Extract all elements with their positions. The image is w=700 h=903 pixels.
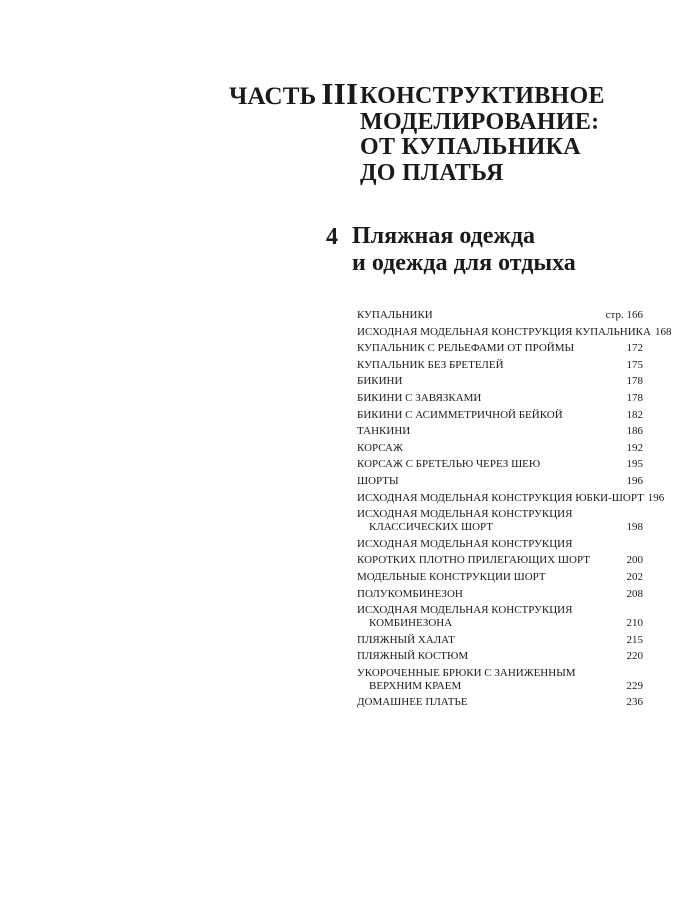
toc-entry-title-line: ИСХОДНАЯ МОДЕЛЬНАЯ КОНСТРУКЦИЯ КУПАЛЬНИКА <box>357 325 651 338</box>
toc-entry <box>357 588 643 601</box>
toc-entry-title <box>357 634 455 647</box>
toc-entry-title-line: КОМБИНЕЗОНА <box>369 617 453 630</box>
toc-entry <box>357 538 643 551</box>
toc-entry <box>357 409 643 422</box>
part-word: ЧАСТЬ <box>229 83 317 110</box>
toc-entry-title-line: ПОЛУКОМБИНЕЗОН <box>357 587 463 600</box>
toc-entry-title <box>357 359 504 372</box>
toc-entry-title <box>357 492 644 505</box>
toc-entry <box>357 325 672 339</box>
toc-entry-page: 172 <box>626 342 643 355</box>
part-label <box>229 76 359 111</box>
toc-entry <box>357 342 643 355</box>
toc-entry <box>357 696 643 709</box>
toc-entry-title-line: ШОРТЫ <box>357 474 399 487</box>
toc-entry-title-line: ПЛЯЖНЫЙ ХАЛАТ <box>357 633 455 646</box>
toc-entry <box>357 634 643 647</box>
toc-entry-title <box>357 309 433 322</box>
toc-entry-title <box>357 392 481 405</box>
toc-entry-page: 178 <box>626 375 643 388</box>
toc-entry-title-line: БИКИНИ <box>357 375 403 388</box>
part-number: III <box>321 76 359 111</box>
toc-entry-page: 200 <box>626 554 643 567</box>
part-title <box>360 84 605 186</box>
toc-entry-title-line: ИСХОДНАЯ МОДЕЛЬНАЯ КОНСТРУКЦИЯ <box>357 537 573 550</box>
toc-entry-page: 182 <box>626 408 643 421</box>
toc-entry-title-line: ТАНКИНИ <box>357 425 411 438</box>
toc-entry-title-line: КУПАЛЬНИК БЕЗ БРЕТЕЛЕЙ <box>357 358 504 371</box>
toc-entry-title-line: КОРОТКИХ ПЛОТНО ПРИЛЕГАЮЩИХ ШОРТ <box>357 554 590 567</box>
toc-entry <box>357 571 643 584</box>
toc-entry <box>357 650 643 663</box>
toc-entry-title-line: ПЛЯЖНЫЙ КОСТЮМ <box>357 650 469 663</box>
toc-entry <box>357 508 643 534</box>
toc-entry-title-line: ИСХОДНАЯ МОДЕЛЬНАЯ КОНСТРУКЦИЯ <box>357 604 573 617</box>
toc-entry-page: 178 <box>626 391 643 404</box>
toc-entry-title <box>357 409 563 422</box>
toc-entry-title <box>357 667 576 693</box>
toc-entry-page: 220 <box>626 650 643 663</box>
toc-entry-page: 210 <box>626 617 643 630</box>
toc-entry <box>357 458 643 471</box>
toc-entry-title <box>357 326 651 339</box>
chapter-number: 4 <box>326 224 338 250</box>
toc-entry-title <box>357 696 468 709</box>
toc-entry-title-line: КЛАССИЧЕСКИХ ШОРТ <box>369 521 494 534</box>
toc-entry-title <box>357 508 572 534</box>
part-title-line: КОНСТРУКТИВНОЕ <box>360 83 605 109</box>
toc-entry <box>357 375 643 388</box>
toc-entry-title-line: КОРСАЖ С БРЕТЕЛЬЮ ЧЕРЕЗ ШЕЮ <box>357 458 541 471</box>
toc-entry <box>357 359 643 372</box>
toc-entry-title <box>357 538 572 551</box>
toc-entry <box>357 667 643 693</box>
table-of-contents <box>357 309 672 713</box>
toc-entry-page: 215 <box>626 633 643 646</box>
chapter-title-line: и одежда для отдыха <box>352 250 576 276</box>
toc-entry-title <box>357 650 468 663</box>
toc-entry-title-line: КУПАЛЬНИК С РЕЛЬЕФАМИ ОТ ПРОЙМЫ <box>357 342 575 355</box>
toc-entry-title <box>357 425 410 438</box>
chapter-title <box>352 223 576 277</box>
toc-entry-title-line: БИКИНИ С ЗАВЯЗКАМИ <box>357 391 482 404</box>
toc-entry-title-line: БИКИНИ С АСИММЕТРИЧНОЙ БЕЙКОЙ <box>357 408 563 421</box>
toc-entry-title <box>357 458 540 471</box>
toc-entry-page: 198 <box>626 521 643 534</box>
toc-entry <box>357 392 643 405</box>
toc-entry-title-line: ДОМАШНЕЕ ПЛАТЬЕ <box>357 696 468 709</box>
toc-entry-page: 192 <box>626 441 643 454</box>
toc-entry-page: 236 <box>626 696 643 709</box>
toc-entry <box>357 309 643 322</box>
toc-entry-title <box>357 375 402 388</box>
toc-entry <box>357 442 643 455</box>
toc-entry <box>357 475 643 488</box>
toc-entry-page: 208 <box>626 587 643 600</box>
toc-entry-page: 229 <box>626 679 643 692</box>
toc-entry-title <box>357 604 572 630</box>
toc-entry-title-line: КУПАЛЬНИКИ <box>357 309 433 321</box>
toc-entry <box>357 554 643 567</box>
toc-entry-title <box>357 475 399 488</box>
toc-entry-title-line: УКОРОЧЕННЫЕ БРЮКИ С ЗАНИЖЕННЫМ <box>357 666 576 679</box>
toc-entry-page: стр. 166 <box>605 309 643 321</box>
toc-entry-page: 196 <box>647 491 665 504</box>
toc-entry-title <box>357 442 403 455</box>
toc-entry-title-line: ИСХОДНАЯ МОДЕЛЬНАЯ КОНСТРУКЦИЯ <box>357 508 573 521</box>
part-title-line: ОТ КУПАЛЬНИКА <box>360 134 581 160</box>
toc-entry-title <box>357 554 590 567</box>
toc-entry <box>357 491 665 505</box>
part-title-line: МОДЕЛИРОВАНИЕ: <box>360 108 600 135</box>
toc-entry <box>357 425 643 438</box>
chapter-title-line: Пляжная одежда <box>352 223 535 249</box>
toc-entry-title-line: КОРСАЖ <box>357 441 403 454</box>
toc-entry-title <box>357 342 574 355</box>
toc-entry-title <box>357 571 546 584</box>
toc-entry-page: 168 <box>654 325 672 338</box>
toc-entry-title-line: МОДЕЛЬНЫЕ КОНСТРУКЦИИ ШОРТ <box>357 570 546 583</box>
toc-entry <box>357 604 643 630</box>
toc-entry-title-line: ИСХОДНАЯ МОДЕЛЬНАЯ КОНСТРУКЦИЯ ЮБКИ-ШОРТ <box>357 491 644 504</box>
toc-entry-page: 196 <box>626 474 643 487</box>
toc-entry-page: 186 <box>626 425 643 438</box>
toc-entry-page: 175 <box>626 358 643 371</box>
toc-entry-page: 202 <box>626 570 643 583</box>
toc-entry-title <box>357 588 463 601</box>
toc-entry-title-line: ВЕРХНИМ КРАЕМ <box>369 679 462 692</box>
toc-entry-page: 195 <box>626 458 643 471</box>
part-title-line: ДО ПЛАТЬЯ <box>360 159 504 186</box>
